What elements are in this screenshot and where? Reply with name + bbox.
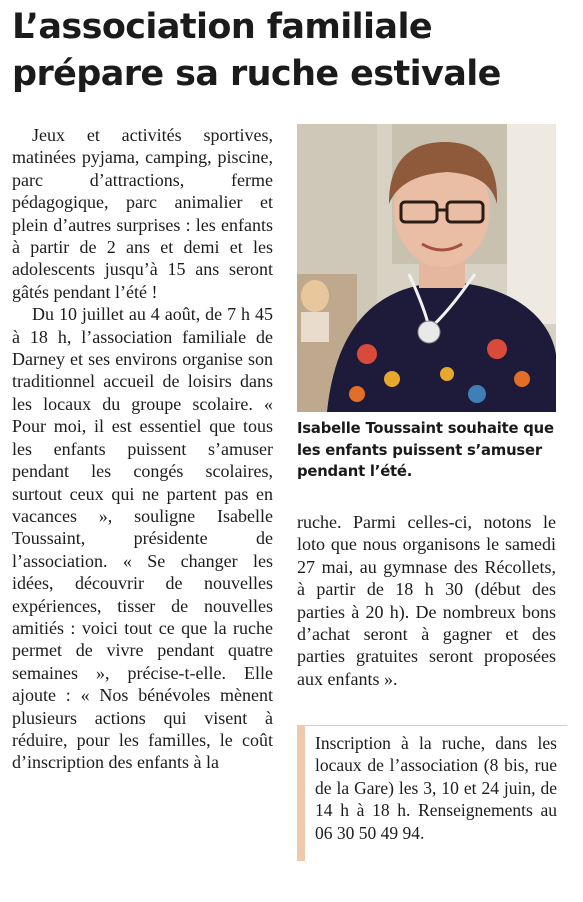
registration-info-box bbox=[297, 725, 567, 861]
article-body-right-column bbox=[297, 511, 556, 690]
article-headline: L’association familiale prépare sa ruche estivale bbox=[12, 7, 501, 94]
registration-info-text: Inscription à la ruche, dans les locaux de l’association (8 bis, rue de la Gare) les 3, 10 et 24 juin, de 14 h à 18 h. Renseignements au 06 30 50 49 94. bbox=[315, 733, 557, 843]
accent-bar bbox=[297, 726, 305, 861]
paragraph-continuation: ruche. Parmi celles-ci, notons le loto que nous organisons le samedi 27 mai, au gymnase des Récollets, à partir de 18 h 30 (début des parties à 20 h). De nombreux bons d’achat seront à gagner et des parties gratuites seront proposées aux enfants ». bbox=[297, 512, 556, 689]
article-body-left-column bbox=[12, 124, 273, 774]
paragraph-intro: Jeux et activités sportives, matinées pyjama, camping, piscine, parc d’attractions, ferme pédagogique, parc animalier et plein d’autres surprises : les enfants à partir de 2 ans et demi et les adolescents jusqu’à 15 ans seront gâtés pendant l’été ! bbox=[12, 125, 273, 302]
photo-caption: Isabelle Toussaint souhaite que les enfants puissent s’amuser pendant l’été. bbox=[297, 420, 554, 480]
portrait-photo bbox=[297, 124, 556, 412]
portrait-illustration bbox=[297, 124, 556, 412]
paragraph-details: Du 10 juillet au 4 août, de 7 h 45 à 18 h, l’association familiale de Darney et ses environs organise son traditionnel accueil de loisirs dans les locaux du groupe scolaire. « Pour moi, il est essentiel que tous les enfants puissent s’amuser pendant les congés scolaires, surtout ceux qui ne partent pas en vacances », souligne Isabelle Toussaint, présidente de l’association. « Se changer les idées, découvrir de nouvelles expériences, tisser de nouvelles amitiés : voici tout ce que la ruche permet de vivre pendant quatre semaines », précise-t-elle. Elle ajoute : « Nos bénévoles mènent plusieurs actions qui visent à réduire, pour les familles, le coût d’inscription des enfants à la bbox=[12, 304, 273, 773]
